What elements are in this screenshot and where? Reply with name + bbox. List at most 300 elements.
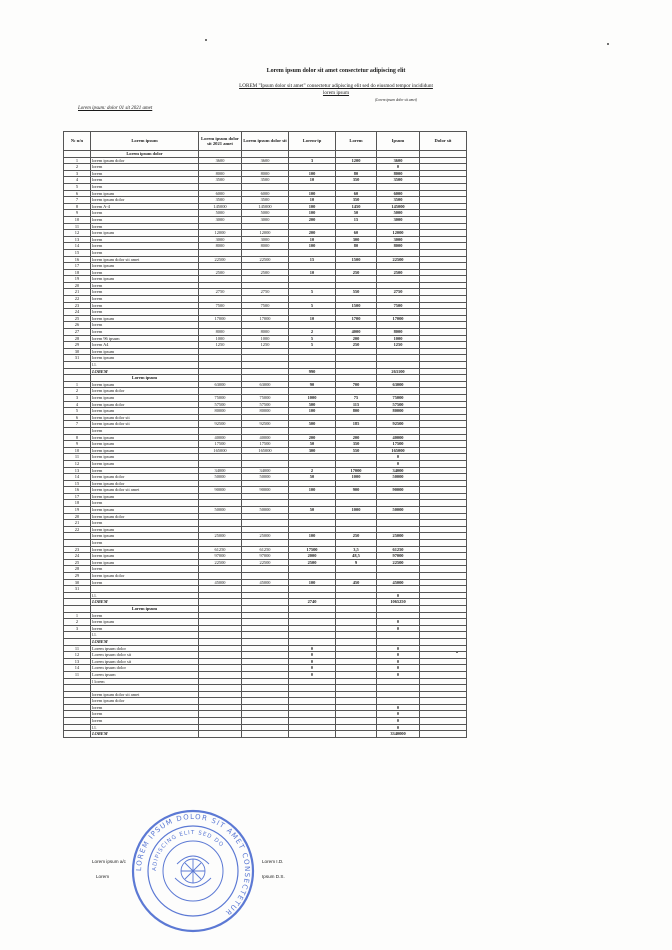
cell-number: 1 [64,612,91,619]
cell-annual-plan [199,296,242,303]
cell-note [420,599,467,606]
cell-number: 10 [64,216,91,223]
cell-name: lorem ipsum [91,460,199,467]
cell-sum: 145000 [377,203,420,210]
total-row [64,599,467,606]
cell-quarter-fact [242,691,289,698]
table-row [64,540,467,547]
cell-price: 1000 [336,507,377,514]
cell-name: lorem ipsum dolor [91,573,199,580]
cell-annual-plan [199,388,242,395]
cell-price [336,698,377,705]
table-row [64,348,467,355]
cell-note [420,203,467,210]
indicators-table [63,131,467,738]
table-row [64,665,467,672]
table-row [64,394,467,401]
cell-note [420,731,467,738]
cell-quarter-fact [242,454,289,461]
cell-sum: 3340000 [377,731,420,738]
cell-quarter-fact: 80000 [242,408,289,415]
table-row [64,546,467,553]
cell-price [336,183,377,190]
table-row [64,520,467,527]
cell-note [420,170,467,177]
cell-annual-plan: 17500 [199,441,242,448]
cell-annual-plan [199,368,242,375]
cell-quarter-fact [242,605,289,612]
cell-sum: 0 [377,704,420,711]
table-row [64,269,467,276]
cell-sum: 2750 [377,289,420,296]
cell-annual-plan: 12000 [199,230,242,237]
table-row [64,408,467,415]
cell-number: 17 [64,493,91,500]
cell-number [64,718,91,725]
cell-note [420,276,467,283]
cell-number: 13 [64,236,91,243]
cell-quarter-fact [242,540,289,547]
cell-quantity [289,309,336,316]
cell-annual-plan [199,183,242,190]
cell-price: 800 [336,408,377,415]
cell-note [420,573,467,580]
cell-quantity: 5 [289,342,336,349]
cell-sum: 61250 [377,546,420,553]
cell-annual-plan: 3500 [199,177,242,184]
cell-sum: 97000 [377,553,420,560]
cell-sum: 40000 [377,434,420,441]
cell-quantity [289,348,336,355]
cell-quarter-fact: 145000 [242,203,289,210]
cell-price [336,586,377,593]
table-row [64,388,467,395]
cell-price [336,704,377,711]
cell-annual-plan: 45000 [199,579,242,586]
cell-quantity: 100 [289,533,336,540]
cell-annual-plan [199,625,242,632]
cell-quantity [289,263,336,270]
cell-name: lorem [91,322,199,329]
cell-quantity: 100 [289,243,336,250]
cell-name: lorem [91,243,199,250]
cell-annual-plan: 75000 [199,394,242,401]
cell-note [420,223,467,230]
cell-price: 1000 [336,474,377,481]
cell-price: 75 [336,394,377,401]
cell-quarter-fact [242,566,289,573]
cell-annual-plan [199,731,242,738]
cell-number [64,704,91,711]
cell-note [420,368,467,375]
cell-sum: 22500 [377,559,420,566]
cell-sum: 3500 [377,197,420,204]
cell-quarter-fact: 75000 [242,394,289,401]
cell-number: 24 [64,553,91,560]
cell-name: lorem ipsum [91,553,199,560]
cell-quantity: 0 [289,671,336,678]
cell-price [336,592,377,599]
cell-quarter-fact: 92500 [242,421,289,428]
cell-quarter-fact [242,427,289,434]
cell-number: 20 [64,513,91,520]
cell-price [336,540,377,547]
cell-note [420,691,467,698]
cell-quarter-fact [242,685,289,692]
cell-sum: 0 [377,711,420,718]
cell-name: LOREM [91,368,199,375]
cell-price [336,566,377,573]
cell-annual-plan [199,586,242,593]
cell-name: lorem ipsum dolor [91,474,199,481]
cell-number: 19 [64,507,91,514]
official-seal-stamp [130,808,256,934]
cell-name: lorem ipsum [91,447,199,454]
table-row [64,322,467,329]
cell-price: 60 [336,190,377,197]
cell-quantity [289,526,336,533]
cell-sum: 0 [377,671,420,678]
cell-note [420,685,467,692]
cell-quarter-fact: 165000 [242,447,289,454]
cell-quarter-fact: 8000 [242,243,289,250]
cell-name: Lorem ipsum dolor [91,151,199,158]
cell-quarter-fact: 3500 [242,177,289,184]
cell-note [420,678,467,685]
table-row [64,210,467,217]
cell-sum [377,282,420,289]
cell-quarter-fact [242,276,289,283]
cell-price [336,460,377,467]
cell-sum: 17500 [377,441,420,448]
cell-name: lorem ipsum [91,454,199,461]
cell-annual-plan [199,698,242,705]
cell-name: lorem [91,170,199,177]
cell-price [336,164,377,171]
cell-annual-plan [199,678,242,685]
cell-name: lorem ipsum dolor sit [91,421,199,428]
cell-note [420,586,467,593]
cell-price [336,665,377,672]
cell-price: 1500 [336,256,377,263]
cell-sum [377,309,420,316]
cell-number: 31 [64,355,91,362]
cell-name: Lorem ipsum dolor sit [91,658,199,665]
cell-name: lorem ipsum [91,355,199,362]
cell-number: 29 [64,573,91,580]
table-row [64,579,467,586]
cell-annual-plan: 2750 [199,289,242,296]
cell-quantity [289,586,336,593]
cell-annual-plan [199,665,242,672]
cell-annual-plan [199,711,242,718]
cell-number: 3 [64,394,91,401]
cell-note [420,559,467,566]
cell-note [420,414,467,421]
cell-quantity [289,427,336,434]
cell-quarter-fact: 97000 [242,553,289,560]
cell-price [336,322,377,329]
cell-annual-plan [199,454,242,461]
cell-quantity: 5 [289,289,336,296]
cell-annual-plan [199,704,242,711]
table-row [64,632,467,639]
cell-price [336,375,377,382]
cell-quarter-fact [242,500,289,507]
cell-note [420,500,467,507]
table-row [64,421,467,428]
cell-price [336,276,377,283]
cell-sum [377,678,420,685]
cell-number: 6 [64,190,91,197]
cell-note [420,401,467,408]
cell-number: 14 [64,665,91,672]
cell-annual-plan: 3500 [199,197,242,204]
cell-sum [377,276,420,283]
cell-quantity [289,183,336,190]
cell-sum: 1065250 [377,599,420,606]
cell-quarter-fact [242,348,289,355]
cell-note [420,388,467,395]
cell-note [420,197,467,204]
table-row [64,170,467,177]
head-signature-label: Lorem ipsum a/c [92,859,126,864]
cell-number: 18 [64,269,91,276]
cell-number [64,599,91,606]
cell-note [420,619,467,626]
cell-sum [377,500,420,507]
cell-price [336,414,377,421]
cell-note [420,164,467,171]
cell-price [336,638,377,645]
organization-line1: LOREM "Ipsum dolor sit amet" consectetur adipiscing elit sed do eiusmod tempor incididunt [239,83,433,89]
cell-quarter-fact [242,520,289,527]
table-row [64,698,467,705]
cell-annual-plan: 50000 [199,507,242,514]
cell-note [420,151,467,158]
cell-annual-plan: 22500 [199,256,242,263]
organization-line2: lorem ipsum [322,90,350,96]
cell-quarter-fact [242,513,289,520]
cell-sum: 263100 [377,368,420,375]
cell-number: 9 [64,441,91,448]
cell-number: 8 [64,203,91,210]
cell-quarter-fact: 3000 [242,216,289,223]
cell-name: lorem ipsum [91,394,199,401]
cell-name: Lorem ipsum [91,605,199,612]
cell-note [420,296,467,303]
cell-number: 16 [64,487,91,494]
table-row [64,329,467,336]
cell-number [64,711,91,718]
cell-name: lorem ipsum dolor [91,513,199,520]
cell-annual-plan [199,348,242,355]
cell-price [336,612,377,619]
cell-quarter-fact: 5000 [242,210,289,217]
table-row [64,704,467,711]
cell-sum: 0 [377,724,420,731]
cell-sum: 0 [377,665,420,672]
table-row [64,197,467,204]
table-row [64,586,467,593]
cell-note [420,718,467,725]
cell-name: lorem [91,540,199,547]
cell-price [336,520,377,527]
cell-price [336,151,377,158]
cell-note [420,520,467,527]
cell-note [420,526,467,533]
cell-quarter-fact [242,671,289,678]
cell-price [336,480,377,487]
table-row [64,223,467,230]
cell-number [64,724,91,731]
cell-price [336,711,377,718]
cell-quantity [289,355,336,362]
cell-note [420,507,467,514]
cell-name: lorem ipsum [91,619,199,626]
cell-price: 350 [336,197,377,204]
cell-annual-plan [199,540,242,547]
cell-quarter-fact [242,388,289,395]
cell-name: lorem ipsum [91,526,199,533]
cell-annual-plan: 1000 [199,335,242,342]
cell-sum: 34000 [377,467,420,474]
cell-number: 2 [64,619,91,626]
cell-number: 4 [64,177,91,184]
table-row [64,236,467,243]
table-row [64,474,467,481]
cell-annual-plan: 6000 [199,190,242,197]
seal-inner-text: ADIPISCING ELIT SED DO [151,829,225,872]
cell-annual-plan: 25000 [199,533,242,540]
cell-name: lorem [91,711,199,718]
table-row [64,691,467,698]
table-row [64,289,467,296]
cell-number: 5 [64,408,91,415]
cell-annual-plan: 50000 [199,474,242,481]
cell-quarter-fact [242,322,289,329]
cell-quantity [289,592,336,599]
cell-name: lorem ipsum [91,533,199,540]
cell-note [420,342,467,349]
cell-quarter-fact: 8000 [242,170,289,177]
col-header-sum: Ipsum [377,132,420,151]
cell-quantity [289,460,336,467]
cell-quarter-fact: 2500 [242,269,289,276]
cell-name: lorem [91,177,199,184]
cell-sum: 6000 [377,190,420,197]
cell-sum: 7500 [377,302,420,309]
cell-price [336,368,377,375]
cell-number [64,605,91,612]
cell-quantity: 200 [289,216,336,223]
total-row [64,638,467,645]
cell-quantity [289,678,336,685]
cell-number: 8 [64,434,91,441]
cell-price: 550 [336,447,377,454]
cell-quarter-fact [242,573,289,580]
cell-quarter-fact: 63000 [242,381,289,388]
cell-quantity [289,164,336,171]
cell-price: 48,5 [336,553,377,560]
cell-price [336,685,377,692]
cell-annual-plan [199,282,242,289]
cell-quarter-fact: 1250 [242,342,289,349]
cell-price: 900 [336,487,377,494]
cell-sum: 8000 [377,243,420,250]
table-row [64,243,467,250]
cell-quantity [289,619,336,626]
cell-number: 6 [64,414,91,421]
cell-quantity: 2000 [289,553,336,560]
cell-price [336,355,377,362]
cell-price [336,645,377,652]
cell-annual-plan [199,632,242,639]
cell-name: lorem [91,612,199,619]
table-row [64,282,467,289]
cell-name: lorem [91,236,199,243]
cell-price [336,249,377,256]
cell-price: 115 [336,401,377,408]
cell-price: 1450 [336,203,377,210]
table-row [64,487,467,494]
cell-sum [377,638,420,645]
cell-quantity [289,282,336,289]
cell-annual-plan: 17000 [199,315,242,322]
cell-number: 2 [64,164,91,171]
cell-number: 30 [64,579,91,586]
cell-annual-plan: 1250 [199,342,242,349]
cell-quarter-fact [242,718,289,725]
cell-price: 250 [336,533,377,540]
cell-name: lorem 96 ipsum [91,335,199,342]
cell-name: Lorem ipsum [91,671,199,678]
cell-annual-plan: 8000 [199,243,242,250]
cell-sum: 165000 [377,447,420,454]
cell-sum [377,698,420,705]
cell-note [420,460,467,467]
cell-name: lorem ipsum [91,263,199,270]
cell-note [420,243,467,250]
cell-price [336,493,377,500]
table-row [64,190,467,197]
cell-note [420,612,467,619]
cell-annual-plan: 40000 [199,434,242,441]
cell-name: lorem ipsum dolor [91,197,199,204]
table-row [64,533,467,540]
cell-quarter-fact [242,704,289,711]
organization-name [0,83,672,97]
cell-annual-plan: 61250 [199,546,242,553]
cell-sum: 50000 [377,474,420,481]
cell-number: 25 [64,315,91,322]
cell-price: 1500 [336,302,377,309]
cell-name: lorem [91,500,199,507]
cell-quantity: 2740 [289,599,336,606]
cell-number: 23 [64,546,91,553]
cell-note [420,183,467,190]
cell-price: 300 [336,236,377,243]
cell-sum: 8000 [377,329,420,336]
cell-note [420,236,467,243]
cell-quantity [289,480,336,487]
cell-price: 50 [336,210,377,217]
cell-price [336,599,377,606]
cell-note [420,249,467,256]
cell-sum: 0 [377,460,420,467]
cell-price [336,632,377,639]
document-title: Lorem ipsum dolor sit amet consectetur adipiscing elit [266,68,406,74]
